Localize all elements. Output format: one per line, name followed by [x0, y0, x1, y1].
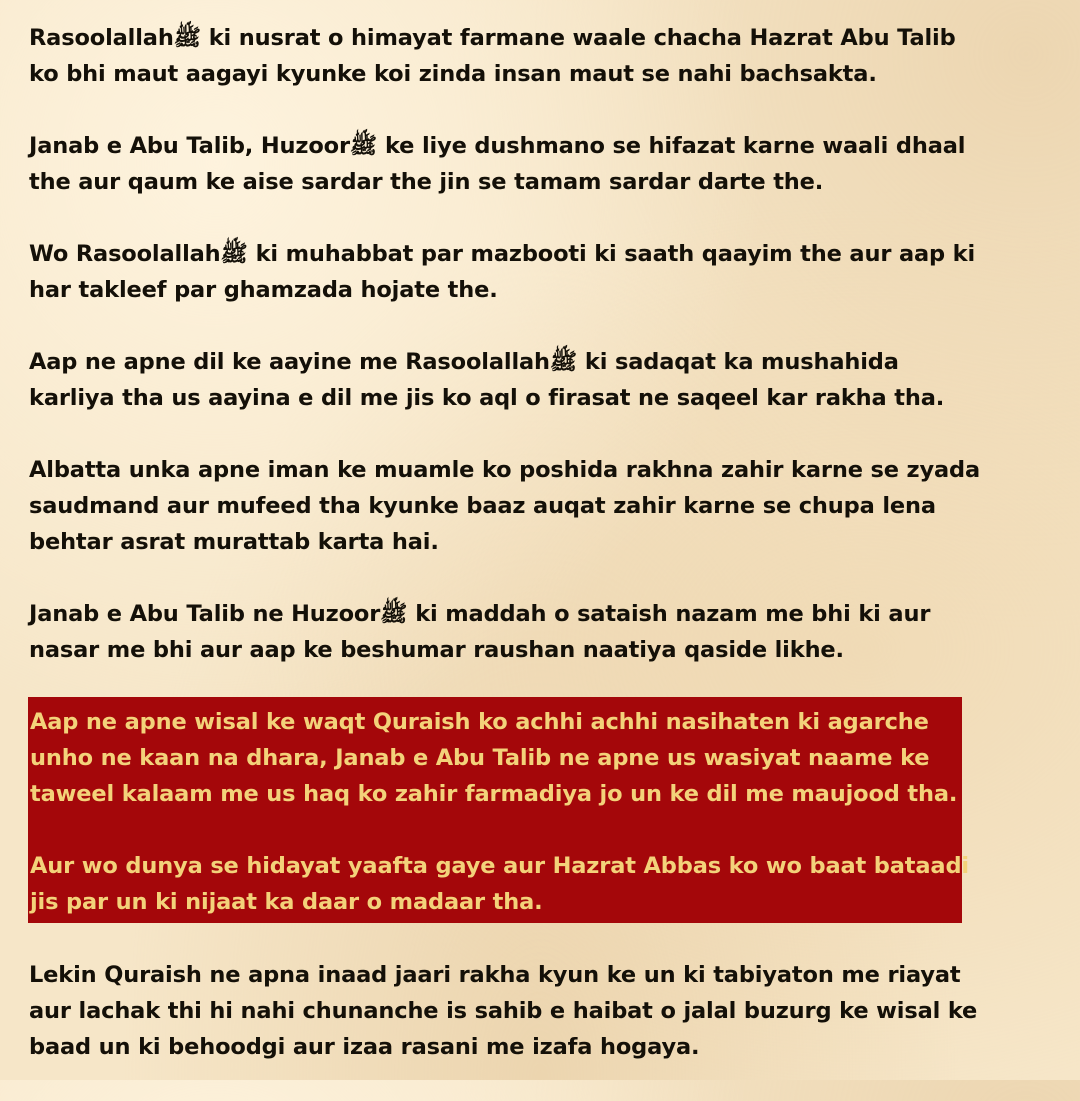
highlight-text-block: [30, 704, 969, 956]
text-line: Aur wo dunya se hidayat yaafta gaye aur Hazrat Abbas ko wo baat bataadi: [30, 853, 969, 879]
paragraph-inaad: [29, 957, 1039, 1065]
text-line: the aur qaum ke aise sardar the jin se tamam sardar darte the.: [29, 169, 824, 195]
text-line: Albatta unka apne iman ke muamle ko poshida rakhna zahir karne se zyada: [29, 457, 981, 483]
paragraph-wasiyat: [30, 704, 960, 812]
text-line: nasar me bhi aur aap ke beshumar raushan naatiya qaside likhe.: [29, 637, 844, 663]
text-line: Aap ne apne wisal ke waqt Quraish ko achhi achhi nasihaten ki agarche: [30, 709, 929, 735]
text-line: karliya tha us aayina e dil me jis ko aql o firasat ne saqeel kar rakha tha.: [29, 385, 945, 411]
text-line: saudmand aur mufeed tha kyunke baaz auqat zahir karne se chupa lena: [29, 493, 936, 519]
text-line: unho ne kaan na dhara, Janab e Abu Talib ne apne us wasiyat naame ke: [30, 745, 930, 771]
text-line: jis par un ki nijaat ka daar o madaar tha.: [30, 889, 543, 915]
paragraph-qaside: [29, 596, 1039, 668]
text-line: baad un ki behoodgi aur izaa rasani me izafa hogaya.: [29, 1034, 700, 1060]
text-line: taweel kalaam me us haq ko zahir farmadiya jo un ke dil me maujood tha.: [30, 781, 958, 807]
text-line: aur lachak thi hi nahi chunanche is sahib e haibat o jalal buzurg ke wisal ke: [29, 998, 978, 1024]
paragraph-hidayat: [30, 848, 969, 920]
text-line: Aap ne apne dil ke aayine me Rasoolallahﷺ ki sadaqat ka mushahida: [29, 349, 899, 375]
text-line: Janab e Abu Talib, Huzoorﷺ ke liye dushmano se hifazat karne waali dhaal: [29, 133, 966, 159]
text-line: har takleef par ghamzada hojate the.: [29, 277, 498, 303]
text-line: Rasoolallahﷺ ki nusrat o himayat farmane waale chacha Hazrat Abu Talib: [29, 25, 956, 51]
text-line: Janab e Abu Talib ne Huzoorﷺ ki maddah o sataish nazam me bhi ki aur: [29, 601, 931, 627]
paragraph-iman: [29, 452, 1039, 560]
closing-text-block: [29, 957, 1039, 1101]
main-text-column: [29, 20, 1039, 704]
text-line: ko bhi maut aagayi kyunke koi zinda insan maut se nahi bachsakta.: [29, 61, 877, 87]
text-line: Lekin Quraish ne apna inaad jaari rakha kyun ke un ki tabiyaton me riayat: [29, 962, 961, 988]
text-line: Wo Rasoolallahﷺ ki muhabbat par mazbooti ki saath qaayim the aur aap ki: [29, 241, 976, 267]
text-line: behtar asrat murattab karta hai.: [29, 529, 439, 555]
paragraph-sadaqat: [29, 344, 1039, 416]
paragraph-dhaal: [29, 128, 1039, 200]
paragraph-muhabbat: [29, 236, 1039, 308]
paragraph-nusrat: [29, 20, 1039, 92]
